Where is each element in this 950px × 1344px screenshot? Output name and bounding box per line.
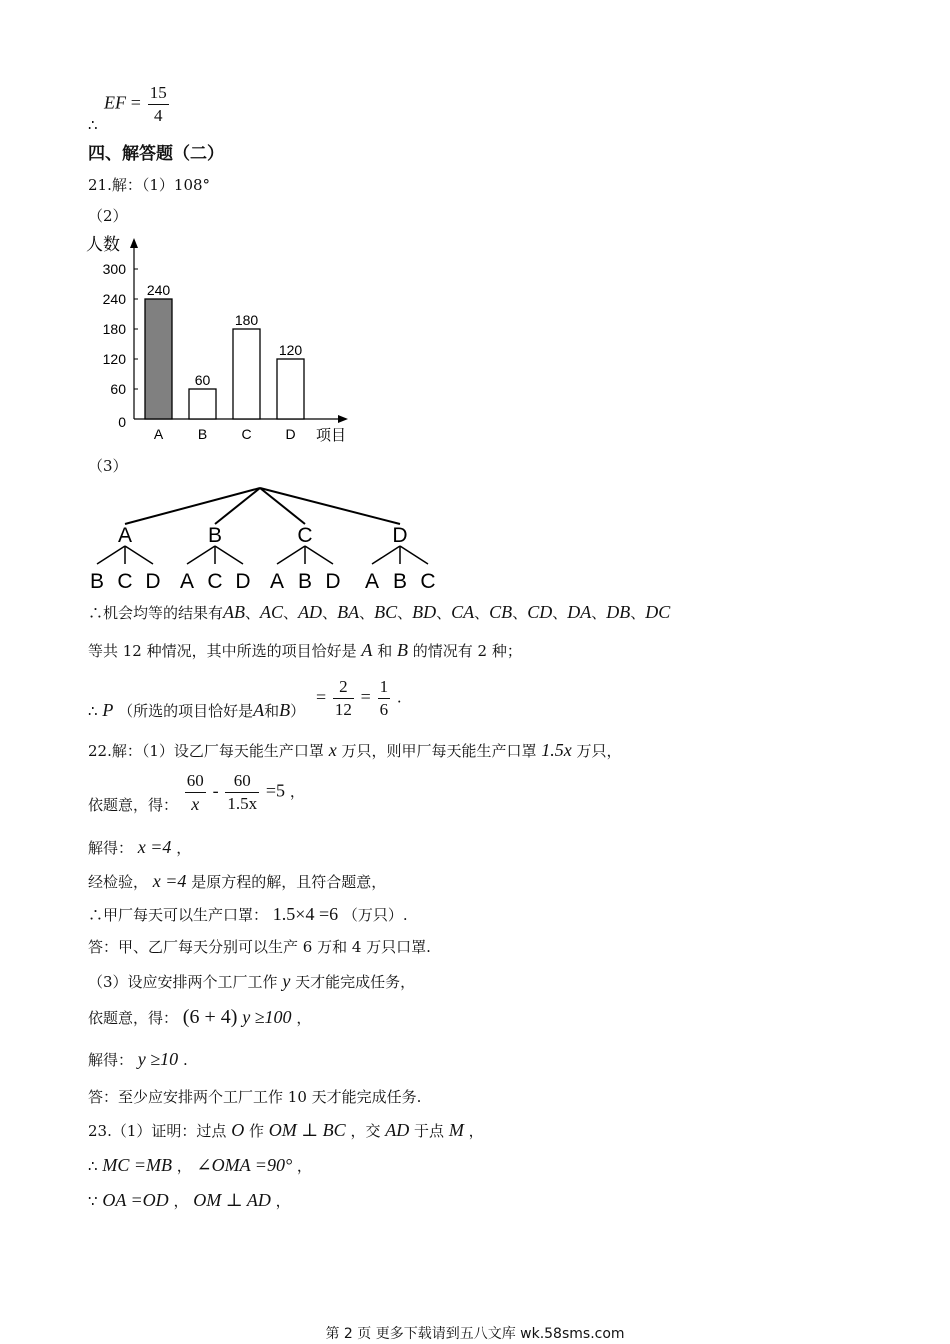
bar-value-label: 120 xyxy=(278,342,303,358)
therefore-symbol: ∴ xyxy=(88,116,98,134)
q22-l1-c: 万只， xyxy=(576,742,622,760)
bar-value-label: 60 xyxy=(194,372,211,388)
q22-l3-b: ， xyxy=(176,839,192,857)
bar-value-label: 240 xyxy=(146,282,171,298)
count-text-a: 等共 12 种情况，其中所选的项目恰好是 xyxy=(88,642,357,660)
outcome-item: AB xyxy=(223,602,246,622)
q22-line6: 答：甲、乙厂每天分别可以生产 6 万和 4 万只口罩. xyxy=(88,938,431,956)
tree-leaf-A: A xyxy=(179,570,195,592)
q22-l8-a: 依题意，得： xyxy=(88,1009,179,1027)
tree-sub-branch xyxy=(215,546,243,564)
outcome-separator: 、 xyxy=(630,604,646,622)
tree-sub-branch xyxy=(187,546,215,564)
outcome-item: AD xyxy=(298,602,323,622)
q22-f2-num: 60 xyxy=(225,770,259,793)
tree-sub-branch xyxy=(97,546,125,564)
outcomes-prefix: ∴机会均等的结果有 xyxy=(88,604,224,622)
prob-eq1: = xyxy=(315,686,327,707)
prob-and: 和 xyxy=(264,702,280,720)
x-tick-label: B xyxy=(197,426,208,442)
q22-line4 xyxy=(88,871,386,892)
x-tick-label: C xyxy=(241,426,252,442)
q23-l1-AD: AD xyxy=(385,1120,410,1140)
q22-l8-b: ， xyxy=(296,1009,312,1027)
q23-line1 xyxy=(88,1120,484,1141)
q22-line9 xyxy=(88,1049,188,1070)
prob-A: A xyxy=(253,700,265,720)
bar-value-label: 180 xyxy=(234,312,259,328)
outcome-item: BC xyxy=(374,602,398,622)
q23-l1-m1: OM ⊥ BC xyxy=(268,1120,346,1140)
q22-l7-b: 天才能完成任务， xyxy=(295,973,416,991)
q23-l2-m2: ∠OMA =90° xyxy=(196,1155,293,1175)
q22-line8 xyxy=(88,1007,311,1028)
q22-l4-b: 是原方程的解，且符合题意， xyxy=(191,873,387,891)
q23-l2-a: ∴ xyxy=(88,1157,98,1175)
count-B: B xyxy=(396,640,408,660)
tree-node-B: B xyxy=(207,524,223,547)
q23-l3-m2: OM ⊥ AD xyxy=(193,1190,271,1210)
prob-text: （所选的项目恰好是 xyxy=(118,702,254,720)
q22-f1-num: 60 xyxy=(185,770,206,793)
tree-leaf-C: C xyxy=(207,570,223,592)
prob-fraction-1 xyxy=(333,676,354,721)
outcome-item: CA xyxy=(451,602,475,622)
q23-l3-m1: OA =OD xyxy=(102,1190,169,1210)
outcome-separator: 、 xyxy=(552,604,568,622)
q22-l8-math: y ≥100 xyxy=(242,1007,292,1027)
x-tick-label: A xyxy=(153,426,164,442)
q22-l1-a: 22.解：（1）设乙厂每天能生产口罩 xyxy=(88,742,324,760)
bar-D xyxy=(277,359,304,419)
q22-l9-math: y ≥10 xyxy=(137,1049,179,1069)
outcome-separator: 、 xyxy=(512,604,528,622)
q22-f1-den: x xyxy=(191,794,200,814)
q23-l3-c: ， xyxy=(275,1192,291,1210)
outcome-separator: 、 xyxy=(591,604,607,622)
ef-num: 15 xyxy=(148,82,169,105)
q22-f2-den: 1.5x xyxy=(227,794,258,813)
bar-C xyxy=(233,329,260,419)
ef-fraction xyxy=(148,82,169,127)
q22-l2-a: 依题意，得： xyxy=(88,796,179,814)
outcome-separator: 、 xyxy=(283,604,299,622)
q22-l9-a: 解得： xyxy=(88,1051,134,1069)
q23-l1-e: ， xyxy=(468,1122,484,1140)
tree-branch xyxy=(125,488,260,524)
q22-line1 xyxy=(88,740,622,761)
prob-f2-den: 6 xyxy=(379,700,389,719)
q22-line3 xyxy=(88,837,191,858)
prob-end: . xyxy=(396,688,402,707)
q22-minus: - xyxy=(212,780,219,801)
outcome-item: BA xyxy=(337,602,360,622)
q23-line3 xyxy=(88,1190,291,1211)
q22-l5-math: 1.5×4 =6 xyxy=(272,904,339,924)
q23-l2-b: ， xyxy=(176,1157,192,1175)
q23-l1-O: O xyxy=(231,1120,245,1140)
tree-leaf-D: D xyxy=(325,570,341,592)
q22-l5-a: ∴甲厂每天可以生产口罩： xyxy=(88,906,269,924)
bar-chart xyxy=(84,228,364,448)
q22-eq5: =5 xyxy=(265,780,286,801)
q23-l1-M: M xyxy=(448,1120,464,1140)
count-text-b: 的情况有 2 种； xyxy=(412,642,522,660)
outcome-item: DA xyxy=(567,602,592,622)
count-line xyxy=(88,640,522,661)
prob-therefore: ∴ xyxy=(88,702,98,720)
bar-A xyxy=(145,299,172,419)
q23-l2-c: ， xyxy=(296,1157,312,1175)
x-axis-arrow xyxy=(338,415,348,423)
q22-l9-b: . xyxy=(182,1051,188,1069)
tree-node-D: D xyxy=(392,524,408,547)
tree-leaf-C: C xyxy=(420,570,436,592)
y-tick-label: 180 xyxy=(102,321,126,337)
q22-l4-math: x =4 xyxy=(152,871,187,891)
prob-P: P xyxy=(102,700,114,720)
outcome-separator: 、 xyxy=(359,604,375,622)
tree-sub-branch xyxy=(277,546,305,564)
ef-eq: = xyxy=(130,92,141,113)
outcome-item: AC xyxy=(260,602,284,622)
q22-fraction-2 xyxy=(225,770,259,815)
y-tick-label: 300 xyxy=(102,261,126,277)
page-footer: 第 2 页 更多下载请到五八文库 wk.58sms.com xyxy=(325,1326,625,1342)
q22-l8-paren: (6 + 4) xyxy=(182,1006,238,1028)
q22-l1-x: x xyxy=(328,740,337,760)
outcome-item: DB xyxy=(606,602,631,622)
tree-leaf-B: B xyxy=(392,570,408,592)
q22-l5-b: （万只）. xyxy=(342,906,408,924)
q23-l3-b: ， xyxy=(173,1192,189,1210)
tree-sub-branch xyxy=(125,546,153,564)
outcome-separator: 、 xyxy=(397,604,413,622)
q21-part2: （2） xyxy=(88,207,128,225)
outcome-separator: 、 xyxy=(322,604,338,622)
outcome-item: CD xyxy=(527,602,553,622)
q22-l1-15x: 1.5x xyxy=(541,740,572,760)
q22-line2 xyxy=(88,770,305,815)
q22-l2-comma: ， xyxy=(289,782,305,801)
outcome-item: CB xyxy=(489,602,513,622)
tree-node-C: C xyxy=(297,524,313,547)
q22-l1-b: 万只，则甲厂每天能生产口罩 xyxy=(341,742,537,760)
outcome-separator: 、 xyxy=(245,604,261,622)
bar-B xyxy=(189,389,216,419)
count-A: A xyxy=(361,640,373,660)
outcome-item: DC xyxy=(645,602,671,622)
section-title: 四、解答题（二） xyxy=(88,144,224,164)
q23-l1-a: 23.（1）证明：过点 xyxy=(88,1122,227,1140)
y-tick-label: 0 xyxy=(118,414,126,430)
y-axis-arrow xyxy=(130,238,138,248)
y-axis-label: 人数 xyxy=(86,235,120,254)
outcome-item: BD xyxy=(412,602,437,622)
tree-leaf-A: A xyxy=(364,570,380,592)
prob-f1-num: 2 xyxy=(333,676,354,699)
tree-sub-branch xyxy=(372,546,400,564)
prob-f1-den: 12 xyxy=(334,700,352,719)
prob-close: ） xyxy=(290,702,306,720)
probability-line xyxy=(88,676,402,721)
tree-node-A: A xyxy=(117,524,133,547)
tree-sub-branch xyxy=(400,546,428,564)
outcome-separator: 、 xyxy=(474,604,490,622)
q23-l2-m1: MC =MB xyxy=(102,1155,172,1175)
prob-fraction-2 xyxy=(378,676,391,721)
q22-l7-y: y xyxy=(282,971,291,991)
prob-eq2: = xyxy=(360,686,371,707)
tree-diagram xyxy=(80,482,460,592)
tree-leaf-D: D xyxy=(145,570,161,592)
q23-l1-c: ，交 xyxy=(350,1122,381,1140)
q22-fraction-1 xyxy=(185,770,206,815)
outcomes-line xyxy=(88,602,670,623)
q22-l3-a: 解得： xyxy=(88,839,134,857)
outcome-separator: 、 xyxy=(436,604,452,622)
q23-l1-b: 作 xyxy=(248,1122,264,1140)
q22-line10: 答：至少应安排两个工厂工作 10 天才能完成任务. xyxy=(88,1088,422,1106)
prob-B: B xyxy=(279,700,291,720)
q21-part3: （3） xyxy=(88,457,128,475)
q23-line2 xyxy=(88,1155,312,1176)
ef-den: 4 xyxy=(153,106,163,125)
q22-line5 xyxy=(88,904,408,925)
tree-sub-branch xyxy=(305,546,333,564)
q21-part1: 21.解：（1）108° xyxy=(88,176,211,194)
q22-line7 xyxy=(88,971,415,992)
x-tick-label: D xyxy=(285,426,296,442)
tree-leaf-A: A xyxy=(269,570,285,592)
y-tick-label: 60 xyxy=(110,381,126,397)
ef-equation xyxy=(104,82,171,127)
ef-lhs: EF xyxy=(104,92,126,113)
tree-leaf-B: B xyxy=(297,570,313,592)
q23-l1-d: 于点 xyxy=(414,1122,445,1140)
y-tick-label: 120 xyxy=(102,351,126,367)
count-and: 和 xyxy=(377,642,393,660)
y-tick-label: 240 xyxy=(102,291,126,307)
q22-l4-a: 经检验， xyxy=(88,873,149,891)
q23-l3-a: ∵ xyxy=(88,1192,98,1210)
outcomes-list xyxy=(223,604,670,622)
q22-l3-math: x =4 xyxy=(137,837,172,857)
tree-leaf-B: B xyxy=(89,570,105,592)
tree-leaf-D: D xyxy=(235,570,251,592)
x-axis-label: 项目 xyxy=(316,427,347,444)
q22-l7-a: （3）设应安排两个工厂工作 xyxy=(88,973,278,991)
prob-f2-num: 1 xyxy=(378,676,391,699)
tree-leaf-C: C xyxy=(117,570,133,592)
